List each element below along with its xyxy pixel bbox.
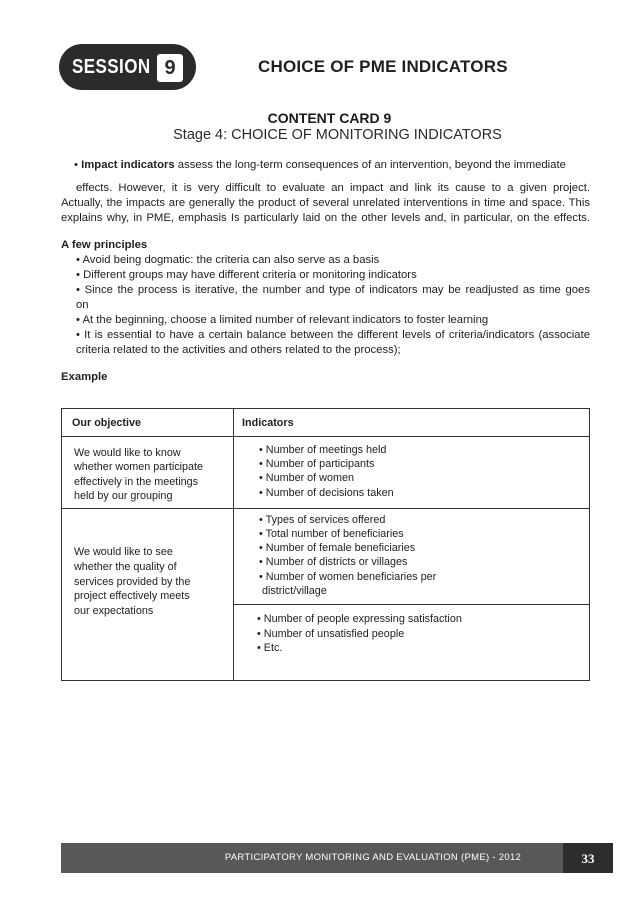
- bullet: •: [74, 159, 78, 171]
- objective-line: We would like to see: [74, 546, 173, 558]
- indicator-item: • Types of services offered: [259, 514, 386, 526]
- impact-term: Impact indicators: [81, 159, 175, 171]
- objective-line: held by our grouping: [74, 490, 173, 502]
- indicator-item: • Number of districts or villages: [259, 556, 408, 568]
- session-label: SESSION: [72, 56, 151, 78]
- indicator-item-continued: district/village: [262, 585, 327, 597]
- footer-text: PARTICIPATORY MONITORING AND EVALUATION (PME) - 2012: [224, 852, 522, 863]
- objective-line: We would like to know: [74, 447, 181, 459]
- indicator-item: • Number of women: [259, 472, 354, 484]
- table-subrow-divider: [233, 604, 590, 605]
- principles-heading: A few principles: [61, 239, 148, 251]
- indicator-item: • Etc.: [257, 642, 283, 654]
- example-heading: Example: [61, 371, 108, 383]
- impact-paragraph-line-2: effects. However, it is very difficult to evaluate an impact and link its cause to a given project.: [76, 182, 590, 194]
- page-number: 33: [581, 851, 595, 866]
- indicator-item: • Number of decisions taken: [259, 487, 394, 499]
- impact-paragraph-line-1: [74, 158, 590, 173]
- principle-item: • Different groups may have different criteria or monitoring indicators: [76, 269, 417, 281]
- indicator-item: • Number of female beneficiaries: [259, 542, 416, 554]
- objective-line: services provided by the: [74, 576, 191, 588]
- session-number: 9: [157, 54, 183, 82]
- objective-line: our expectations: [74, 605, 154, 617]
- principle-item: • Since the process is iterative, the number and type of indicators may be readjusted as time goes: [76, 284, 590, 296]
- principle-item: • At the beginning, choose a limited number of relevant indicators to foster learning: [76, 314, 489, 326]
- indicator-item: • Number of participants: [259, 458, 375, 470]
- objective-line: whether the quality of: [74, 561, 177, 573]
- principle-item: • Avoid being dogmatic: the criteria can also serve as a basis: [76, 254, 380, 266]
- impact-line-1-rest: assess the long-term consequences of an intervention, beyond the immediate: [174, 159, 566, 171]
- page-title: CHOICE OF PME INDICATORS: [258, 57, 508, 76]
- objective-line: whether women participate: [74, 461, 204, 473]
- principle-item: • It is essential to have a certain balance between the different levels of criteria/indicators (associate: [76, 329, 590, 341]
- principle-item-continued: criteria related to the activities and others related to the process);: [76, 344, 401, 356]
- table-header-objective: Our objective: [72, 417, 141, 429]
- table-header-divider: [61, 436, 590, 437]
- content-card-title: CONTENT CARD 9: [267, 110, 392, 126]
- principle-item-continued: on: [76, 299, 89, 311]
- impact-paragraph-line-4: explains why, in PME, emphasis Is particularly laid on the other levels and, in particular, on the effects.: [61, 212, 590, 224]
- table-column-divider: [233, 408, 234, 681]
- objective-line: project effectively meets: [74, 590, 190, 602]
- indicator-item: • Number of unsatisfied people: [257, 628, 405, 640]
- indicator-item: • Number of people expressing satisfaction: [257, 613, 462, 625]
- indicator-item: • Number of meetings held: [259, 444, 387, 456]
- impact-paragraph-line-3: Actually, the impacts are generally the product of several unrelated interventions in time and space. This: [61, 197, 590, 209]
- objective-line: effectively in the meetings: [74, 476, 199, 488]
- table-row-divider: [61, 508, 590, 509]
- content-card-subtitle: Stage 4: CHOICE OF MONITORING INDICATORS: [173, 127, 502, 143]
- indicator-item: • Total number of beneficiaries: [259, 528, 404, 540]
- indicator-item: • Number of women beneficiaries per: [259, 571, 437, 583]
- table-header-indicators: Indicators: [242, 417, 294, 429]
